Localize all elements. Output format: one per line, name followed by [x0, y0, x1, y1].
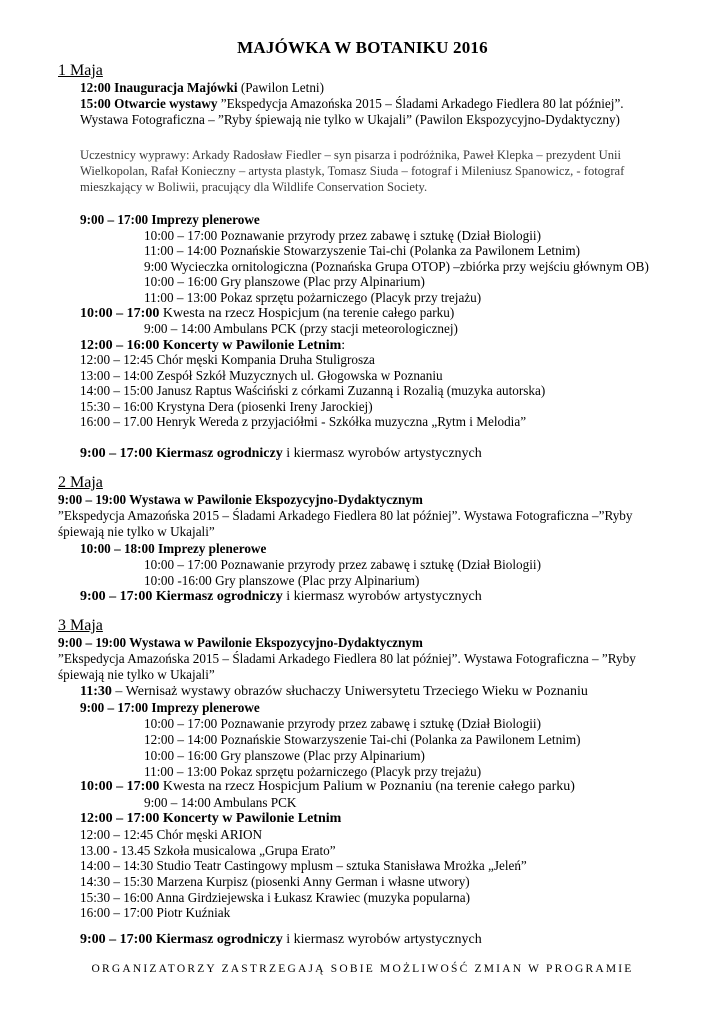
day1-ambulans: 9:00 – 14:00 Ambulans PCK (przy stacji meteorologicznej) [144, 321, 458, 336]
day3-kwesta: 10:00 – 17:00 Kwesta na rzecz Hospicjum Palium w Poznaniu (na terenie całego parku) [80, 779, 575, 794]
concert-item: 14:00 – 15:00 Janusz Raptus Waściński z córkami Zuzanną i Rozalią (muzyka autorska) [80, 383, 546, 398]
list-item: 10:00 – 17:00 Poznawanie przyrody przez zabawę i sztukę (Dział Biologii) [144, 228, 541, 243]
concert-item: 12:00 – 12:45 Chór męski Kompania Druha Stuligrosza [80, 352, 375, 367]
concert-item: 14:00 – 14:30 Studio Teatr Castingowy mplusm – sztuka Stanisława Mrożka „Jeleń” [80, 858, 527, 873]
list-item: 10:00 – 16:00 Gry planszowe (Plac przy Alpinarium) [144, 274, 425, 289]
list-item: 11:00 – 13:00 Pokaz sprzętu pożarniczego (Placyk przy trejażu) [144, 764, 482, 779]
day2-exhibit-heading: 9:00 – 19:00 Wystawa w Pawilonie Ekspozycyjno-Dydaktycznym [58, 492, 423, 507]
day2-outdoor-heading: 10:00 – 18:00 Imprezy plenerowe [80, 541, 267, 556]
concert-item: 16:00 – 17.00 Henryk Wereda z przyjaciółmi - Szkółka muzyczna „Rytm i Melodia” [80, 414, 527, 429]
list-item: 11:00 – 13:00 Pokaz sprzętu pożarniczego (Placyk przy trejażu) [144, 290, 482, 305]
day3-exhibit-desc: ”Ekspedycja Amazońska 2015 – Śladami Arkadego Fiedlera 80 lat później”. Wystawa Fotograficzna – ”Ryby śpiewają nie tylko w Ukajali” [58, 651, 636, 682]
day1-kwesta [80, 305, 454, 322]
concert-item: 13.00 - 13.45 Szkoła musicalowa „Grupa Erato” [80, 843, 336, 858]
day1-exhibit-desc: ”Ekspedycja Amazońska 2015 – Śladami Arkadego Fiedlera 80 lat później”. Wystawa Fotograficzna – ”Ryby śpiewają nie tylko w Ukajali” (Pawilon Ekspozycyjno-Dydaktyczny) [80, 96, 624, 127]
list-item: 10:00 -16:00 Gry planszowe (Plac przy Alpinarium) [144, 573, 420, 588]
day1-kwesta-name: Kwesta na rzecz Hospicjum [159, 306, 320, 321]
concert-item: 12:00 – 12:45 Chór męski ARION [80, 827, 263, 842]
day1-inauguration [80, 80, 324, 96]
list-item: 9:00 Wycieczka ornitologiczna (Poznańska Grupa OTOP) –zbiórka przy wejściu głównym OB) [144, 259, 649, 274]
day3-concerts-heading: 12:00 – 17:00 Koncerty w Pawilonie Letnim [80, 811, 342, 826]
day1-participants: Uczestnicy wyprawy: Arkady Radosław Fiedler – syn pisarza i podróżnika, Paweł Klepka – prezydent Unii Wielkopolan, Rafał Konieczny – artysta plastyk, Tomasz Siuda – fotograf i Mileniusz Spanowicz, - fotograf mieszkający w Boliwii, pracujący dla Wildlife Conservation Society. [80, 148, 625, 194]
day1-heading: 1 Maja [58, 62, 103, 79]
day1-exhibit-time: 15:00 Otwarcie wystawy [80, 96, 218, 111]
list-item: 10:00 – 17:00 Poznawanie przyrody przez zabawę i sztukę (Dział Biologii) [144, 716, 541, 731]
day2-heading: 2 Maja [58, 474, 103, 491]
day1-inauguration-time: 12:00 Inauguracja Majówki [80, 80, 238, 95]
day1-outdoor-heading: 9:00 – 17:00 Imprezy plenerowe [80, 212, 260, 227]
page-title: MAJÓWKA W BOTANIKU 2016 [237, 38, 488, 57]
list-item: 10:00 – 16:00 Gry planszowe (Plac przy Alpinarium) [144, 748, 425, 763]
day1-kwesta-time: 10:00 – 17:00 [80, 306, 160, 321]
day3-heading: 3 Maja [58, 617, 103, 634]
concert-item: 13:00 – 14:00 Zespół Szkół Muzycznych ul. Głogowska w Poznaniu [80, 368, 443, 383]
day1-exhibit [80, 96, 665, 128]
concert-item: 14:30 – 15:30 Marzena Kurpisz (piosenki Anny German i własne utwory) [80, 874, 470, 889]
footer-note: ORGANIZATORZY ZASTRZEGAJĄ SOBIE MOŻLIWOŚĆ ZMIAN W PROGRAMIE [91, 963, 634, 975]
day1-kwesta-place: (na terenie całego parku) [319, 305, 455, 320]
day2-fair: 9:00 – 17:00 Kiermasz ogrodniczy i kiermasz wyrobów artystycznych [80, 589, 482, 604]
day3-vernissage: 11:30 – Wernisaż wystawy obrazów słuchaczy Uniwersytetu Trzeciego Wieku w Poznaniu [80, 684, 588, 699]
day3-exhibit-heading: 9:00 – 19:00 Wystawa w Pawilonie Ekspozycyjno-Dydaktycznym [58, 635, 423, 650]
day3-outdoor-heading: 9:00 – 17:00 Imprezy plenerowe [80, 700, 260, 715]
day1-inauguration-place: (Pawilon Letni) [237, 80, 324, 95]
concert-item: 16:00 – 17:00 Piotr Kuźniak [80, 905, 231, 920]
list-item: 10:00 – 17:00 Poznawanie przyrody przez zabawę i sztukę (Dział Biologii) [144, 557, 541, 572]
day3-fair: 9:00 – 17:00 Kiermasz ogrodniczy i kiermasz wyrobów artystycznych [80, 932, 482, 947]
list-item: 12:00 – 14:00 Poznańskie Stowarzyszenie Tai-chi (Polanka za Pawilonem Letnim) [144, 732, 581, 747]
day3-ambulans: 9:00 – 14:00 Ambulans PCK [144, 795, 297, 810]
list-item: 11:00 – 14:00 Poznańskie Stowarzyszenie Tai-chi (Polanka za Pawilonem Letnim) [144, 243, 580, 258]
concert-item: 15:30 – 16:00 Anna Girdziejewska i Łukasz Krawiec (muzyka popularna) [80, 890, 471, 905]
day1-concerts-heading: 12:00 – 16:00 Koncerty w Pawilonie Letnim: [80, 338, 346, 353]
day2-exhibit-desc: ”Ekspedycja Amazońska 2015 – Śladami Arkadego Fiedlera 80 lat później”. Wystawa Fotograficzna –”Ryby śpiewają nie tylko w Ukajali” [58, 508, 633, 539]
day1-fair: 9:00 – 17:00 Kiermasz ogrodniczy i kiermasz wyrobów artystycznych [80, 446, 482, 461]
concert-item: 15:30 – 16:00 Krystyna Dera (piosenki Ireny Jarockiej) [80, 399, 373, 414]
